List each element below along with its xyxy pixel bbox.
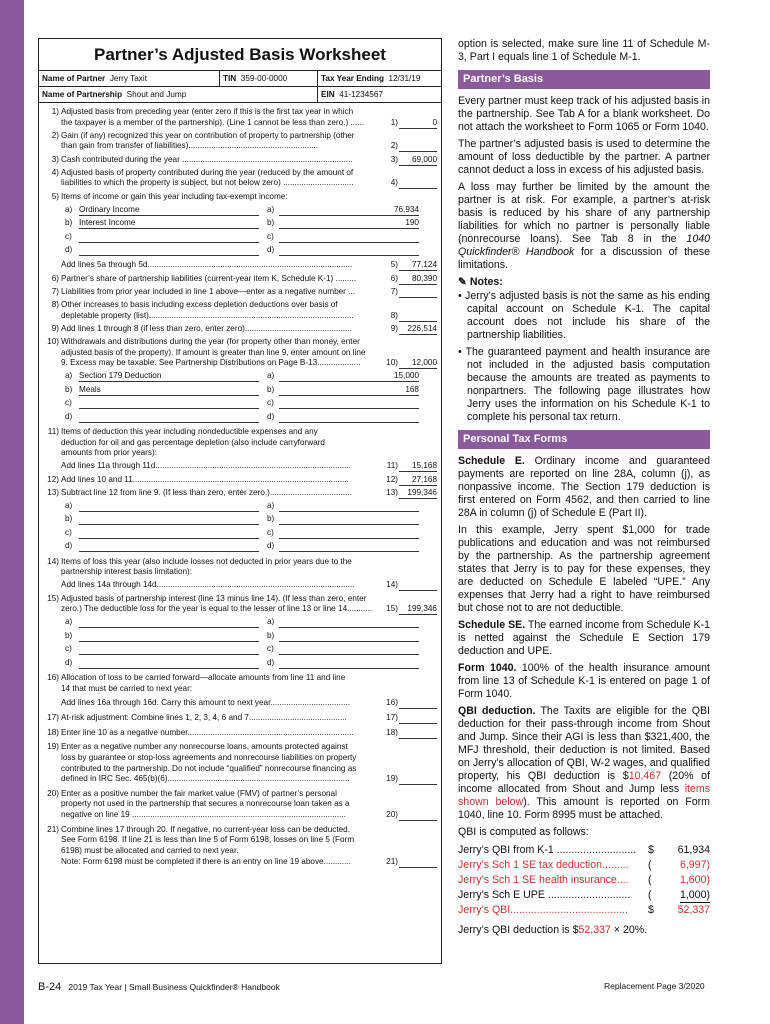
line-number: 3) xyxy=(51,154,59,164)
line-text xyxy=(61,742,391,784)
line-text-row: Adjusted basis of property contributed during the year (reduced by the amount of xyxy=(61,167,354,177)
line-text-row: Cash contributed during the year ........................................................................... xyxy=(61,154,353,164)
sub-letter: d) xyxy=(65,411,73,421)
line-label: 15) xyxy=(386,604,398,614)
header-row-2 xyxy=(39,87,441,103)
line-text xyxy=(61,274,391,285)
sub-description xyxy=(79,501,259,512)
line-text-row: Withdrawals and distributions during the year (for property other than money, enter xyxy=(61,337,360,346)
line-text-row: loss by guarantee or stop-loss agreements and nonrecourse liabilities on property xyxy=(61,752,357,762)
sub-description xyxy=(79,398,259,409)
sub-letter: d) xyxy=(65,657,73,667)
line-number: 9) xyxy=(51,323,59,333)
line-text-row: amounts from prior years): xyxy=(61,448,158,458)
line-number: 4) xyxy=(51,167,59,177)
sub-description xyxy=(79,631,259,642)
sub-line-row xyxy=(39,658,441,670)
line-value xyxy=(399,311,437,322)
intro-text: option is selected, make sure line 11 of Schedule M-3, Part I equals line 1 of Schedule M-1. xyxy=(458,38,710,63)
qbi-amount: 1,600) xyxy=(679,874,710,886)
sub-line-row xyxy=(39,205,441,217)
qbi-row xyxy=(458,903,710,918)
sub-amount xyxy=(279,617,419,628)
line-value: 199,346 xyxy=(399,604,437,615)
page-number: B-24 xyxy=(38,981,62,993)
qbi-symbol: $ xyxy=(648,844,654,856)
sub-description xyxy=(79,232,259,243)
line-number: 1) xyxy=(51,107,59,116)
sub-amount: 168 xyxy=(279,385,419,396)
sub-letter: c) xyxy=(65,527,72,537)
schedule-e-paragraph: Schedule E. Ordinary income and guaranteed payments are reported on line 28A, column (j), as nonpassive income. The Section 179 deduction is first entered on Form 4562, and then carried to line 28A in column (j) of Schedule E (Part II). xyxy=(458,455,710,519)
sub-line-row xyxy=(39,232,441,244)
sub-amount: 190 xyxy=(279,218,419,229)
line-number: 8) xyxy=(51,300,59,309)
sub-letter: a) xyxy=(65,501,73,510)
basis-paragraph-3: A loss may further be limited by the amount the partner is at risk. For example, a partner’s at-risk basis is reduced by his share of any partnership liabilities for which no partner is personally liable (nonrecourse loans). See Tab 8 in the 1040 Quickfinder® Handbook for a discussion of these limitations. xyxy=(458,181,710,271)
qbi-table xyxy=(458,843,710,918)
qbi-amount: 1,000) xyxy=(679,889,710,901)
line-label: 21) xyxy=(386,856,398,866)
line-text-row: liabilities to which the property is subject, but not below zero) ............................... xyxy=(61,178,354,188)
line-number: 13) xyxy=(47,487,59,497)
line-text-row: Subtract line 12 from line 9. (If less than zero, enter zero.).................................... xyxy=(61,487,352,497)
sub-amount: 76,934 xyxy=(279,205,419,216)
sub-amount xyxy=(279,398,419,409)
sub-description: Interest Income xyxy=(79,218,259,229)
line-text xyxy=(61,461,391,472)
line-text xyxy=(61,192,391,203)
sub-amount xyxy=(279,501,419,512)
qbi-label: Jerry’s Sch E UPE ............................ xyxy=(458,889,631,901)
basis-paragraph-1: Every partner must keep track of his adjusted basis in the partnership. See Tab A for a blank worksheet. Do not attach the worksheet to Form 1065 or Form 1040. xyxy=(458,95,710,133)
line-label: 12) xyxy=(386,474,398,484)
line-text-row: zero.) The deductible loss for the year is equal to the lesser of line 13 or line 14........... xyxy=(61,604,373,614)
line-text xyxy=(61,475,391,486)
sub-letter: b) xyxy=(65,630,73,640)
line-text-row: Add lines 16a through 16d. Carry this amount to next year................................... xyxy=(61,698,350,708)
sub-description xyxy=(79,644,259,655)
sub-amount xyxy=(279,658,419,669)
line-value: 0 xyxy=(399,118,437,129)
line-number: 12) xyxy=(47,474,59,484)
sub-letter: b) xyxy=(65,514,73,524)
line-text-row: Items of deduction this year including nondeductible expenses and any xyxy=(61,427,318,436)
line-value: 27,168 xyxy=(399,475,437,486)
line-label: 18) xyxy=(386,727,398,737)
sub-line-row xyxy=(39,514,441,526)
sub-letter: c) xyxy=(267,644,274,654)
line-text xyxy=(61,260,391,271)
line-value xyxy=(399,141,437,152)
header-row-1 xyxy=(39,71,441,87)
sub-letter: d) xyxy=(267,541,275,551)
sub-description: Meals xyxy=(79,385,259,396)
line-value: 15,168 xyxy=(399,461,437,472)
qbi-amount: 61,934 xyxy=(677,844,710,856)
line-number: 20) xyxy=(47,788,59,798)
qbi-label: Jerry’s Sch 1 SE health insurance.... xyxy=(458,874,629,886)
tin-label: TIN xyxy=(223,74,237,83)
sub-letter: b) xyxy=(267,514,275,524)
sub-line-row xyxy=(39,371,441,383)
line-text-row: Add lines 10 and 11............................................................................................... xyxy=(61,474,349,484)
qbi-computed-label: QBI is computed as follows: xyxy=(458,826,589,838)
sub-amount xyxy=(279,631,419,642)
line-value: 69,000 xyxy=(399,155,437,166)
tax-year-value: 12/31/19 xyxy=(388,74,421,83)
sub-description xyxy=(79,541,259,552)
line-text-row: Enter as a negative number any nonrecourse loans, amounts protected against xyxy=(61,742,348,752)
line-text-row: Items of income or gain this year including tax-exempt income: xyxy=(61,191,288,201)
sub-line-row xyxy=(39,528,441,540)
line-text xyxy=(61,131,391,152)
line-text xyxy=(61,713,391,724)
sub-line-row xyxy=(39,644,441,656)
line-number: 18) xyxy=(47,727,59,737)
line-number: 7) xyxy=(51,286,59,296)
sub-letter: a) xyxy=(267,501,275,510)
sub-line-row xyxy=(39,245,441,257)
line-text xyxy=(61,557,391,578)
line-text-row: Add lines 5a through 5d.......................................................................................... xyxy=(61,260,353,270)
line-text-row: than gain from transfer of liabilities)......................................................... xyxy=(61,141,319,151)
line-value: 12,000 xyxy=(399,358,437,369)
worksheet xyxy=(38,38,442,964)
line-label: 19) xyxy=(386,774,398,784)
line-value xyxy=(399,774,437,785)
line-text-row: Enter as a positive number the fair market value (FMV) of partner’s personal xyxy=(61,788,337,798)
line-value: 226,514 xyxy=(399,324,437,335)
sub-letter: a) xyxy=(267,617,275,627)
line-label: 14) xyxy=(386,580,398,590)
line-text-row: Note: Form 6198 must be completed if there is an entry on line 19 above............ xyxy=(61,856,351,866)
qbi-amount-cell xyxy=(648,888,710,903)
sub-description xyxy=(79,528,259,539)
footer-handbook: 2019 Tax Year | Small Business Quickfinder® Handbook xyxy=(68,982,280,992)
line-text xyxy=(61,673,391,694)
sub-letter: c) xyxy=(65,231,72,241)
line-text xyxy=(61,337,391,369)
line-text-row: Add lines 11a through 11d...................................................................................... xyxy=(61,461,352,471)
line-label: 6) xyxy=(390,273,398,283)
footer-right: Replacement Page 3/2020 xyxy=(604,981,705,991)
partnership-label: Name of Partnership xyxy=(42,90,123,99)
footer-left xyxy=(38,981,280,993)
line-text-row: deduction for oil and gas percentage depletion (also include carryforward xyxy=(61,437,325,447)
line-label: 10) xyxy=(386,358,398,368)
sub-letter: c) xyxy=(267,231,274,241)
line-text xyxy=(61,580,391,591)
line-text-row: Gain (if any) recognized this year on contribution of property to partnership (other xyxy=(61,130,355,140)
line-text xyxy=(61,300,391,321)
line-label: 1) xyxy=(390,117,398,127)
sub-description xyxy=(79,412,259,423)
sub-line-row xyxy=(39,617,441,629)
qbi-amount-cell xyxy=(648,858,710,873)
line-value xyxy=(399,728,437,739)
sub-line-row xyxy=(39,412,441,424)
ein-value: 41-1234567 xyxy=(339,90,383,99)
line-value: 80,390 xyxy=(399,274,437,285)
qbi-row xyxy=(458,888,710,903)
line-value: 77,124 xyxy=(399,260,437,271)
sub-letter: d) xyxy=(267,657,275,667)
line-text-row: partnership interest basis limitation): xyxy=(61,567,193,577)
line-number: 17) xyxy=(47,713,59,722)
line-text xyxy=(61,107,391,128)
line-text xyxy=(61,698,391,709)
line-label: 8) xyxy=(390,310,398,320)
sub-letter: a) xyxy=(267,204,275,214)
line-value xyxy=(399,857,437,868)
line-value xyxy=(399,698,437,709)
sub-letter: a) xyxy=(267,371,275,381)
line-label: 3) xyxy=(390,154,398,164)
qbi-amount-cell xyxy=(648,873,710,888)
partnership-name: Shout and Jump xyxy=(126,90,187,99)
qbi-amount: 52,337 xyxy=(677,904,710,916)
note-1: • Jerry’s adjusted basis is not the same as his ending capital account on Schedule K-1. The capital account does not include his share of the partnership liabilities. xyxy=(458,290,711,341)
sub-letter: c) xyxy=(267,398,274,408)
sub-description: Section 179 Deduction xyxy=(79,371,259,382)
tax-year-label: Tax Year Ending xyxy=(321,74,384,83)
note-2: • The guaranteed payment and health insurance are not included in the adjusted basis computation because the amounts are treated as payments to nonpartners. The following page illustrates how Jerry uses the information on his Schedule K-1 to complete his personal tax return. xyxy=(458,346,710,423)
sub-letter: b) xyxy=(65,384,73,394)
sub-amount xyxy=(279,644,419,655)
line-label: 20) xyxy=(386,810,398,820)
line-text-row: Enter line 10 as a negative number......................................................................... xyxy=(61,727,354,737)
line-label: 2) xyxy=(390,141,398,151)
partners-basis-heading: Partner’s Basis xyxy=(458,70,710,89)
qbi-symbol: $ xyxy=(648,904,654,916)
qbi-label: Jerry’s QBI........................................ xyxy=(458,904,628,916)
line-text xyxy=(61,728,391,739)
line-text-row: Allocation of loss to be carried forward—allocate amounts from line 11 and line xyxy=(61,673,346,682)
line-text-row: Items of loss this year (also include losses not deducted in prior years due to the xyxy=(61,556,352,566)
line-text-row: Add lines 14a through 14d....................................................................................... xyxy=(61,580,355,590)
sub-amount xyxy=(279,245,419,256)
line-value xyxy=(399,287,437,298)
line-text xyxy=(61,825,391,867)
sub-line-row xyxy=(39,501,441,513)
qbi-label: Jerry’s Sch 1 SE tax deduction......... xyxy=(458,859,629,871)
ein-label: EIN xyxy=(321,90,335,99)
line-label: 7) xyxy=(390,286,398,296)
line-text-row: 6198) must be allocated and carried to next year. xyxy=(61,845,239,855)
line-text-row: defined in IRC Sec. 465(b)(6)................................................................................ xyxy=(61,774,350,784)
schedule-se-paragraph: Schedule SE. The earned income from Schedule K-1 is netted against the Schedule E Section 179 deduction and UPE. xyxy=(458,619,710,657)
line-number: 16) xyxy=(47,673,59,682)
line-text-row: Add lines 1 through 8 (if less than zero, enter zero)............................................... xyxy=(61,323,352,333)
line-text-row: property not used in the partnership that secures a nonrecourse loan taken as a xyxy=(61,799,350,809)
line-value: 199,346 xyxy=(399,488,437,499)
side-bar xyxy=(0,0,24,1024)
line-number: 14) xyxy=(47,556,59,566)
sub-letter: b) xyxy=(267,630,275,640)
line-text-row: At-risk adjustment: Combine lines 1, 2, 3, 4, 6 and 7........................................... xyxy=(61,713,347,722)
sub-letter: c) xyxy=(65,398,72,408)
line-label: 9) xyxy=(390,323,398,333)
tin-value: 359-00-0000 xyxy=(240,74,288,83)
notes-label: ✎ Notes: xyxy=(458,276,503,288)
line-number: 10) xyxy=(47,337,59,346)
worksheet-title: Partner’s Adjusted Basis Worksheet xyxy=(39,39,441,71)
line-value xyxy=(399,810,437,821)
line-number: 11) xyxy=(47,427,59,436)
sub-letter: c) xyxy=(65,644,72,654)
line-text-row: 9. Excess may be taxable. See Partnership Distributions on Page B-13................... xyxy=(61,358,361,368)
line-text-row: Liabilities from prior year included in line 1 above—enter as a negative number ... xyxy=(61,286,355,296)
sub-letter: b) xyxy=(65,218,73,228)
qbi-amount-cell xyxy=(648,903,710,918)
sub-letter: a) xyxy=(65,371,73,381)
sub-description xyxy=(79,245,259,256)
sub-amount xyxy=(279,528,419,539)
qbi-amount-cell xyxy=(648,843,710,858)
sub-letter: a) xyxy=(65,204,73,214)
sub-letter: d) xyxy=(65,541,73,551)
line-text-row: See Form 6198. If line 21 is less than line 5 of Form 6198, losses on line 5 (Form xyxy=(61,835,355,845)
line-text-row: adjusted basis of the property). If amount is greater than line 9, enter amount on line xyxy=(61,347,366,357)
sub-description xyxy=(79,658,259,669)
line-label: 11) xyxy=(386,461,398,471)
partner-name: Jerry Taxit xyxy=(109,74,147,83)
sub-line-row xyxy=(39,631,441,643)
example-paragraph: In this example, Jerry spent $1,000 for trade publications and education and was not reimbursed by the partnership. As the partnership agreement states that Jerry is to pay for these expenses, they are deducted on Schedule E labeled “UPE.” Any expenses that Jerry had a right to have reimbursed but chose not to are not deductible. xyxy=(458,524,710,614)
line-text xyxy=(61,594,391,615)
line-text-row: Combine lines 17 through 20. If negative, no current-year loss can be deducted. xyxy=(61,824,351,834)
personal-tax-forms-heading: Personal Tax Forms xyxy=(458,430,710,449)
line-text xyxy=(61,488,391,499)
line-number: 21) xyxy=(47,824,59,834)
line-text-row: contributed to the partnership. Do not include “qualified” nonrecourse financing as xyxy=(61,763,357,773)
line-text-row: Adjusted basis from preceding year (enter zero if this is the first tax year in which xyxy=(61,107,354,116)
line-number: 2) xyxy=(51,130,59,140)
line-text xyxy=(61,427,391,459)
qbi-symbol: ( xyxy=(648,889,652,901)
line-text xyxy=(61,789,391,821)
line-number: 19) xyxy=(47,742,59,752)
sub-letter: a) xyxy=(65,617,73,627)
sub-letter: b) xyxy=(267,384,275,394)
sub-letter: d) xyxy=(267,245,275,254)
sub-line-row xyxy=(39,218,441,230)
right-column xyxy=(458,38,710,941)
sub-amount xyxy=(279,232,419,243)
line-text-row: 14 that must be carried to next year: xyxy=(61,683,193,693)
sub-line-row xyxy=(39,541,441,553)
line-value xyxy=(399,713,437,724)
sub-description xyxy=(79,514,259,525)
line-text xyxy=(61,155,391,166)
line-label: 4) xyxy=(390,178,398,188)
line-text-row: the taxpayer is a member of the partnership). (Line 1 cannot be less than zero.) ...... xyxy=(61,117,365,127)
sub-line-row xyxy=(39,385,441,397)
qbi-label: Jerry’s QBI from K-1 ........................... xyxy=(458,844,637,856)
sub-letter: c) xyxy=(267,527,274,537)
line-value xyxy=(399,580,437,591)
line-text xyxy=(61,324,391,335)
qbi-amount: 6,997) xyxy=(679,859,710,871)
qbi-paragraph: QBI deduction. The Taxits are eligible for the QBI deduction for their pass-through income from Shout and Jump. Since their AGI is less than $321,400, the MFJ threshold, their deduction is not limited. Based on Jerry’s allocation of QBI, W-2 wages, and qualified property, his QBI deduction is $10,467 (20% of income allocated from Shout and Jump less items shown below). This amount is reported on Form 1040, line 10. Form 8995 must be attached. xyxy=(458,705,711,821)
line-number: 6) xyxy=(51,273,59,283)
sub-amount xyxy=(279,541,419,552)
sub-letter: d) xyxy=(267,411,275,421)
sub-amount: 15,000 xyxy=(279,371,419,382)
line-text-row: Other increases to basis including excess depletion deductions over basis of xyxy=(61,300,338,309)
qbi-row xyxy=(458,858,710,873)
line-number: 15) xyxy=(47,593,59,603)
line-label: 13) xyxy=(386,487,398,497)
sub-letter: b) xyxy=(267,218,275,228)
qbi-row xyxy=(458,843,710,858)
sub-amount xyxy=(279,514,419,525)
line-label: 16) xyxy=(386,698,398,708)
pencil-icon: ✎ xyxy=(458,276,470,288)
basis-paragraph-2: The partner’s adjusted basis is used to determine the amount of loss deductible by the partner. A partner cannot deduct a loss in excess of his adjusted basis. xyxy=(458,138,710,176)
sub-line-row xyxy=(39,398,441,410)
line-text xyxy=(61,287,391,298)
qbi-symbol: ( xyxy=(648,859,652,871)
line-label: 17) xyxy=(386,713,398,722)
final-line: Jerry’s QBI deduction is $52,337 × 20%. xyxy=(458,924,648,936)
sub-description xyxy=(79,617,259,628)
qbi-symbol: ( xyxy=(648,874,652,886)
sub-letter: d) xyxy=(65,245,73,254)
line-value xyxy=(399,178,437,189)
line-number: 5) xyxy=(51,191,59,201)
sub-description: Ordinary Income xyxy=(79,205,259,216)
line-label: 5) xyxy=(390,260,398,270)
partner-label: Name of Partner xyxy=(42,74,106,83)
qbi-row xyxy=(458,873,710,888)
form-1040-paragraph: Form 1040. 100% of the health insurance amount from line 13 of Schedule K-1 is entered on page 1 of Form 1040. xyxy=(458,662,710,700)
line-text-row: Adjusted basis of partnership interest (line 13 minus line 14). (If less than zero, enter xyxy=(61,593,367,603)
line-text-row: Partner’s share of partnership liabilities (current-year item K, Schedule K-1) ......... xyxy=(61,273,357,283)
line-text xyxy=(61,168,391,189)
sub-amount xyxy=(279,412,419,423)
line-text-row: negative on line 19 .............................................................................................. xyxy=(61,810,346,820)
line-text-row: depletable property (list).......................................................................................... xyxy=(61,310,354,320)
